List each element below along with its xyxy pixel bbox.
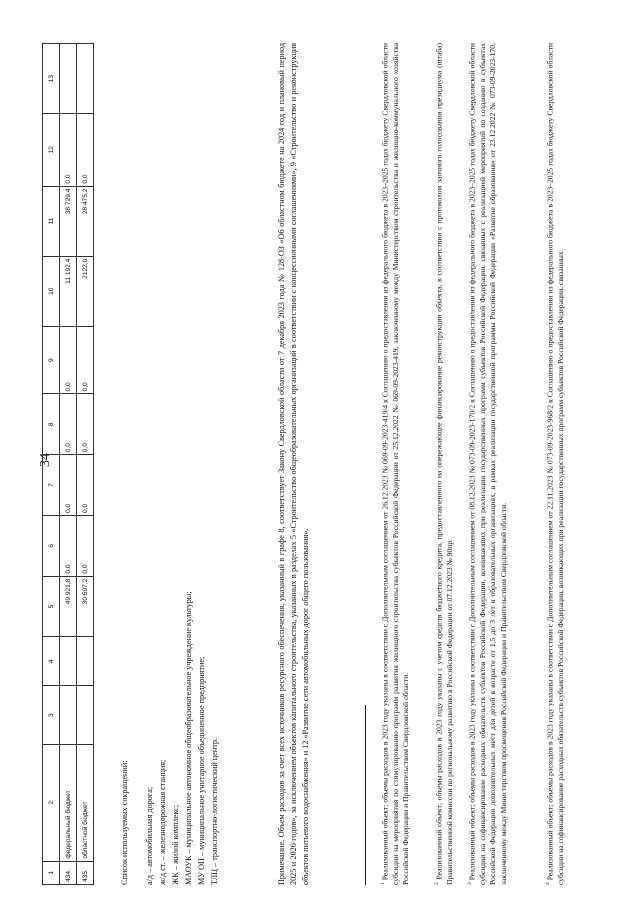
table-cell: 38 729,4 [60,186,77,256]
budget-table [42,43,94,885]
footnote [543,43,567,885]
header-cell: 6 [43,515,60,576]
header-cell: 9 [43,326,60,394]
table-cell [77,44,94,114]
table-cell: 2122,0 [77,256,94,326]
header-cell: 8 [43,394,60,455]
table-cell: федеральный бюджет [60,744,77,861]
abbreviations-list [118,325,221,885]
table-cell [60,44,77,114]
table-cell: 0,0 [60,394,77,455]
landscape-page [20,25,620,885]
header-cell: 2 [43,744,60,861]
header-cell: 3 [43,686,60,744]
table-cell: 434. [60,861,77,884]
table-cell: 0,0 [60,326,77,394]
table-cell [60,686,77,744]
footnote-separator [365,705,366,885]
abbreviation-item: МУ ОП – муниципальное унитарное объединенное предприятие; [197,656,206,885]
header-cell: 7 [43,455,60,516]
abbreviation-item: а/д – автомобильная дорога; [145,786,154,885]
abbreviations-title: Список используемых сокращений: [120,760,129,885]
abbreviation-item: ТЛЦ – транспортно-логистический центр. [210,737,219,885]
header-cell: 11 [43,186,60,256]
header-cell: 5 [43,576,60,637]
table-cell: 435. [77,861,94,884]
header-cell: 1 [43,861,60,884]
footnote-mark: 4 [544,882,551,885]
header-cell: 4 [43,637,60,686]
header-cell: 12 [43,114,60,186]
table-cell: 28 475,2 [77,186,94,256]
table-row [60,44,77,885]
footnote-text: Реализованный объект; объемы расходов в 2023 году указаны в соответствии с Дополнительным соглашением от 08.12.2023 № 073-09-2023-170/2 к Соглашению о предоставлении из федерального бюджета в 2023–2025 годах бюджету Свердловской области субсидии на софинансирование расходных обязательств субъектов Российской Федерации, возникающих при реализации государственных программ субъектов Российской Федерации, связанных с реализацией мероприятий по созданию в субъектах Российской Федерации дополнительных мест для детей в возрасте от 1,5 до 3 лет в образовательных организациях, в рамках реализации государственной программы Российской Федерации «Развитие образования» от 23.12.2022 № 073-09-2023-170, заключенному между Министерством просвещения Российской Федерации и Правительством Свердловской области. [467,43,508,885]
table-cell: 0,0 [77,394,94,455]
footnote-mark: 3 [466,882,473,885]
footnote-text: Реализованный объект; объемы расходов в 2023 году указаны в соответствии с Дополнительным соглашением от 26.12.2023 № 069-09-2023-419/4 к Соглашению о предоставлении из федерального бюджета в 2023–2025 годах бюджету Свердловской области субсидии на мероприятия по стимулированию программ развития жилищного строительства субъектов Российской Федерации от 25.12.2022 № 069-09-2023-419, заключенному между Министерством строительства и жилищно-коммунального хозяйства Российской Федерации и Правительством Свердловской области. [380,43,411,885]
footnote [465,43,510,885]
footnote-text: Реализованный объект; объемы расходов в 2023 году указаны в соответствии с Дополнительным соглашением от 22.11.2023 № 073-09-2023-968/2 к Соглашению о предоставлении из федерального бюджета в 2023–2025 годах бюджету Свердловской области субсидии на софинансирование расходных обязательств субъектов Российской Федерации, возникающих при реализации государственных программ субъектов Российской Федерации, связанных [545,43,565,885]
header-cell: 13 [43,44,60,114]
footnote-mark: 2 [433,882,440,885]
footnote-mark: 1 [379,882,386,885]
table-cell: 0,0 [77,515,94,576]
table-cell [77,637,94,686]
table-cell: 11 192,4 [60,256,77,326]
remark-paragraph: Примечание. Объем расходов за счет всех источников ресурсного обеспечения, указанный в графе 8, соответствует Закону Свердловской области от 7 декабря 2023 года № 128-ОЗ «Об областном бюджете на 2024 год и плановый период 2025 и 2026 годов», за исключением объектов капитального строительства, указанных в разделах 5 «Строительство общеобразовательных организаций в соответствии с концессионными соглашениями», 9 «Строительство и реконструкция объектов питьевого водоснабжения» и 12 «Развитие сети автомобильных дорог общего пользования». [277,43,311,885]
table-cell: 0,0 [77,455,94,516]
table-cell: 0,0 [77,114,94,186]
abbreviation-item: ж/д ст. – железнодорожная станция; [158,759,167,885]
footnote [378,43,412,885]
abbreviation-item: МАОУК – муниципальное автономное общеобразовательное учреждение культуры; [184,591,193,885]
table-cell: 30 597,2 [77,576,94,637]
table-header-row [43,44,60,885]
table-cell: 49 921,8 [60,576,77,637]
table-cell: 0,0 [60,114,77,186]
table-cell: 0,0 [77,326,94,394]
table-cell: 0,0 [60,515,77,576]
page-number: 34 [38,453,53,467]
header-cell: 10 [43,256,60,326]
table-cell: 0,0 [60,455,77,516]
table-cell: областной бюджет [77,744,94,861]
table-cell [77,686,94,744]
table-cell [60,637,77,686]
footnote-text: Реализованный объект; объемы расходов в 2023 году указаны с учетом средств бюджетного кредита, предоставленного на опережающее финансирование реконструкции объекта, в соответствии с протоколом заочного голосования президиума (штаба) Правительственной комиссии по региональному развитию в Российской Федерации от 07.12.2023 № 90пр. [434,43,454,885]
abbreviation-item: ЖК – жилой комплекс; [171,804,180,885]
footnote [432,43,456,885]
table-row [77,44,94,885]
